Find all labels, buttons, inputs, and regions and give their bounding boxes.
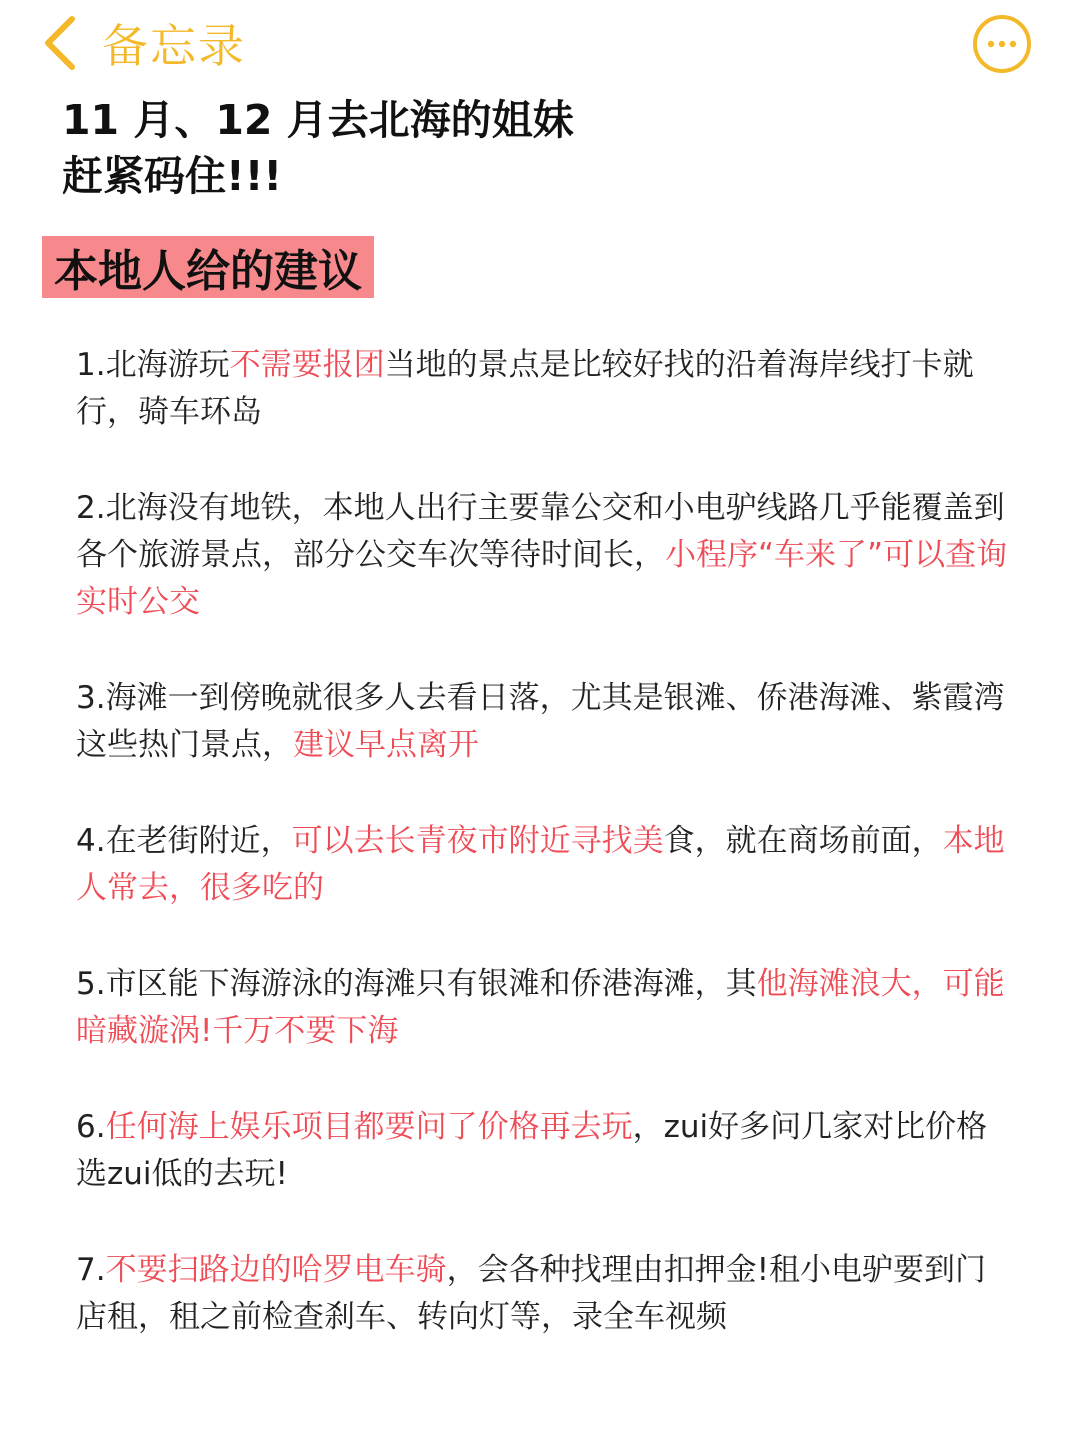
- back-button[interactable]: [38, 10, 258, 76]
- tip-item: [76, 342, 1016, 436]
- chevron-left-icon: [38, 13, 82, 73]
- tip-highlight-text: 建议早点离开: [293, 727, 479, 763]
- tip-text: 2.北海没有地铁，本地人出行主要靠公交和小电驴线路几乎能覆盖到各个旅游景点，部分公交车次等待时间长，: [76, 490, 1005, 573]
- tip-text: 4.在老街附近，: [76, 823, 292, 859]
- section-heading-highlight: [42, 236, 374, 298]
- title-line-1: 11 月、12 月去北海的姐妹: [62, 96, 574, 144]
- tip-text: ，会各种找理由扣押金!租小电驴要到门店租，租之前检查刹车、转向灯等，录全车视频: [76, 1252, 987, 1335]
- tip-text: 食，就在商场前面，: [663, 823, 943, 859]
- tip-text: 3.海滩一到傍晚就很多人去看日落，尤其是银滩、侨港海滩、紫霞湾这些热门景点，: [76, 680, 1005, 763]
- note-title: [62, 92, 1022, 204]
- more-options-button[interactable]: [972, 14, 1032, 74]
- tip-highlight-text: 本地人常去，很多吃的: [76, 823, 1005, 906]
- tip-highlight-text: 他海滩浪大，可能暗藏漩涡!千万不要下海: [76, 966, 1005, 1049]
- tip-item: [76, 818, 1016, 912]
- tip-highlight-text: 可以去长青夜市附近寻找美: [291, 823, 664, 859]
- tip-text: 6.: [76, 1109, 106, 1145]
- tip-item: [76, 1247, 1016, 1341]
- tip-item: [76, 1104, 1016, 1198]
- tip-highlight-text: 任何海上娱乐项目都要问了价格再去玩: [105, 1109, 633, 1145]
- top-bar: [0, 0, 1080, 90]
- back-label: 备忘录: [102, 19, 246, 73]
- tip-text: 当地的景点是比较好找的沿着海岸线打卡就行，骑车环岛: [76, 347, 974, 430]
- more-dots-icon: [972, 14, 1032, 74]
- title-line-2: 赶紧码住!!!: [62, 152, 283, 200]
- tip-item: [76, 961, 1016, 1055]
- tip-highlight-text: 不要扫路边的哈罗电车骑: [105, 1252, 447, 1288]
- tip-text: 1.北海游玩: [76, 347, 230, 383]
- tip-highlight-text: 不需要报团: [229, 347, 385, 383]
- tip-text: ，zui好多问几家对比价格选zui低的去玩!: [76, 1109, 988, 1192]
- tip-text: 7.: [76, 1252, 106, 1288]
- tip-item: [76, 675, 1016, 769]
- tip-highlight-text: 小程序“车来了”可以查询实时公交: [76, 537, 1008, 620]
- section-heading: 本地人给的建议: [54, 246, 362, 297]
- tip-text: 5.市区能下海游泳的海滩只有银滩和侨港海滩，其: [76, 966, 757, 1002]
- tip-item: [76, 485, 1016, 626]
- tips-list: [76, 342, 1016, 1390]
